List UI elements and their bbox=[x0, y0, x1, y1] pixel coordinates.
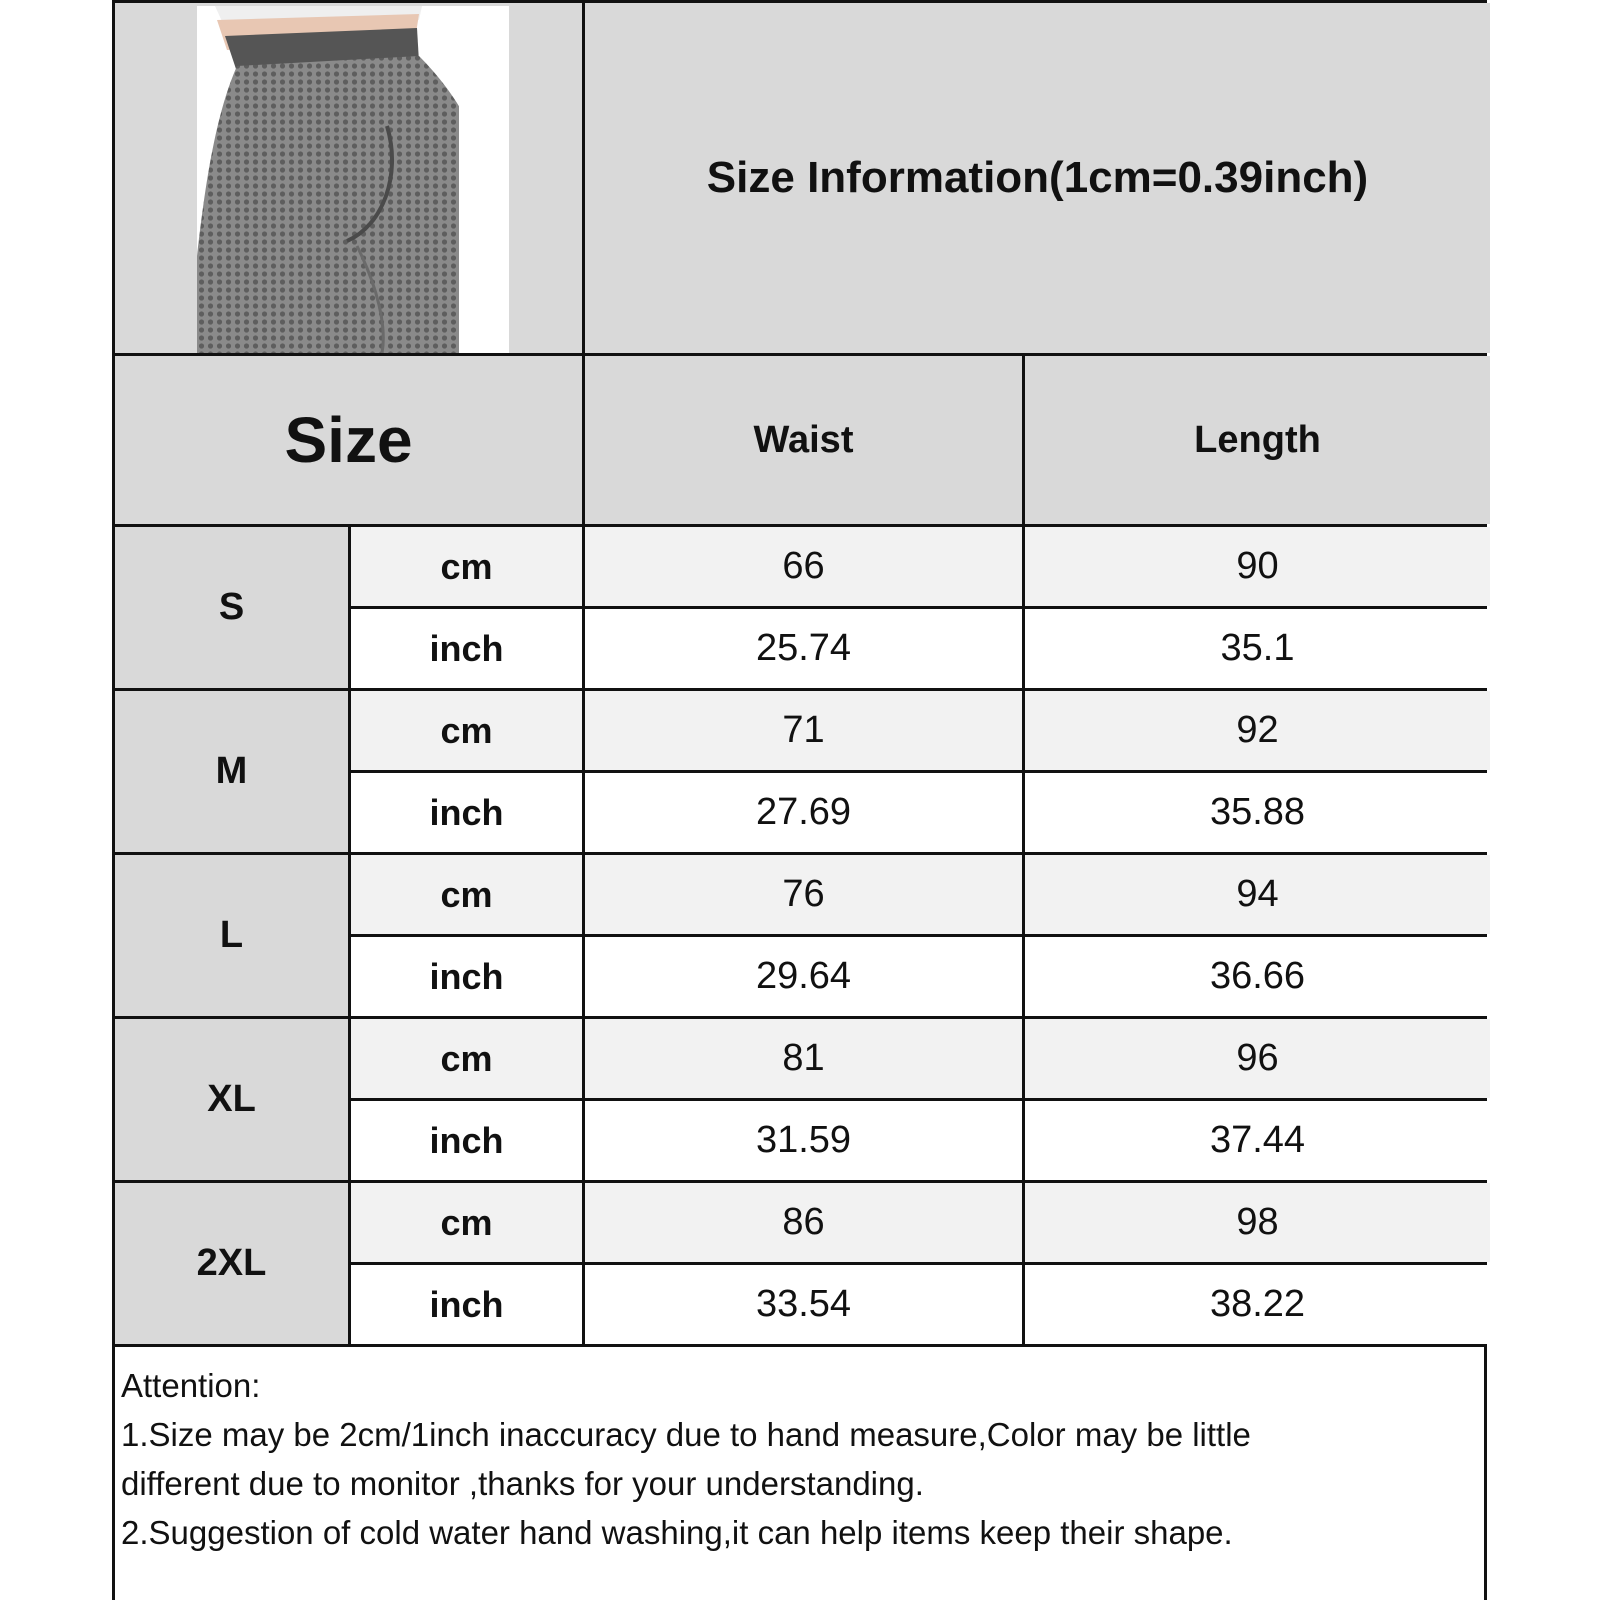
value-cell: 31.59 bbox=[585, 1101, 1022, 1180]
note-line: different due to monitor ,thanks for your understanding. bbox=[121, 1465, 924, 1502]
grid-line bbox=[348, 524, 351, 1347]
value-cell: 76 bbox=[585, 855, 1022, 934]
title-cell bbox=[585, 3, 1490, 353]
value-cell: 36.66 bbox=[1025, 937, 1490, 1016]
value-cell: 86 bbox=[585, 1183, 1022, 1262]
size-cell-s bbox=[115, 527, 348, 688]
value-cell: 94 bbox=[1025, 855, 1490, 934]
value-cell: 25.74 bbox=[585, 609, 1022, 688]
size-label: XL bbox=[207, 1078, 256, 1120]
size-header-cell bbox=[115, 356, 582, 524]
grid-line bbox=[115, 1016, 1484, 1019]
length-header: Length bbox=[1194, 418, 1321, 461]
size-chart bbox=[112, 0, 1487, 1600]
attention-notes bbox=[121, 1361, 1476, 1557]
value-cell: 35.88 bbox=[1025, 773, 1490, 852]
grid-line bbox=[115, 1344, 1484, 1347]
size-header: Size bbox=[284, 404, 413, 476]
value-cell: 29.64 bbox=[585, 937, 1022, 1016]
unit-cell: inch bbox=[351, 1265, 582, 1344]
unit-cell: cm bbox=[351, 691, 582, 770]
grid-line bbox=[348, 934, 1484, 937]
grid-line bbox=[115, 524, 1484, 527]
grid-line bbox=[115, 1180, 1484, 1183]
unit-cell: inch bbox=[351, 1101, 582, 1180]
note-line: 2.Suggestion of cold water hand washing,it can help items keep their shape. bbox=[121, 1514, 1233, 1551]
value-cell: 37.44 bbox=[1025, 1101, 1490, 1180]
grid-line bbox=[582, 3, 585, 1347]
grid-line bbox=[348, 606, 1484, 609]
chart-title: Size Information(1cm=0.39inch) bbox=[706, 153, 1369, 202]
unit-cell: cm bbox=[351, 1183, 582, 1262]
value-cell: 66 bbox=[585, 527, 1022, 606]
size-label: L bbox=[219, 914, 244, 956]
size-label: S bbox=[218, 586, 245, 628]
grid-line bbox=[348, 1262, 1484, 1265]
unit-cell: cm bbox=[351, 855, 582, 934]
length-header-cell bbox=[1025, 356, 1490, 524]
leggings-image bbox=[197, 6, 509, 353]
grid-line bbox=[115, 353, 1484, 356]
notes-heading: Attention: bbox=[121, 1367, 261, 1404]
value-cell: 98 bbox=[1025, 1183, 1490, 1262]
unit-cell: cm bbox=[351, 527, 582, 606]
size-cell-m bbox=[115, 691, 348, 852]
unit-cell: cm bbox=[351, 1019, 582, 1098]
note-line: 1.Size may be 2cm/1inch inaccuracy due to hand measure,Color may be little bbox=[121, 1416, 1251, 1453]
value-cell: 33.54 bbox=[585, 1265, 1022, 1344]
unit-cell: inch bbox=[351, 773, 582, 852]
value-cell: 96 bbox=[1025, 1019, 1490, 1098]
value-cell: 71 bbox=[585, 691, 1022, 770]
value-cell: 38.22 bbox=[1025, 1265, 1490, 1344]
waist-header-cell bbox=[585, 356, 1022, 524]
value-cell: 35.1 bbox=[1025, 609, 1490, 688]
value-cell: 27.69 bbox=[585, 773, 1022, 852]
unit-cell: inch bbox=[351, 937, 582, 1016]
grid-line bbox=[348, 1098, 1484, 1101]
value-cell: 92 bbox=[1025, 691, 1490, 770]
size-cell-2xl bbox=[115, 1183, 348, 1344]
size-label: M bbox=[215, 750, 248, 792]
product-photo bbox=[197, 6, 509, 353]
size-cell-l bbox=[115, 855, 348, 1016]
value-cell: 90 bbox=[1025, 527, 1490, 606]
grid-line bbox=[348, 770, 1484, 773]
unit-cell: inch bbox=[351, 609, 582, 688]
grid-line bbox=[1022, 353, 1025, 1347]
size-cell-xl bbox=[115, 1019, 348, 1180]
value-cell: 81 bbox=[585, 1019, 1022, 1098]
grid-line bbox=[115, 852, 1484, 855]
grid-line bbox=[115, 688, 1484, 691]
size-label: 2XL bbox=[196, 1242, 267, 1284]
waist-header: Waist bbox=[753, 418, 854, 461]
